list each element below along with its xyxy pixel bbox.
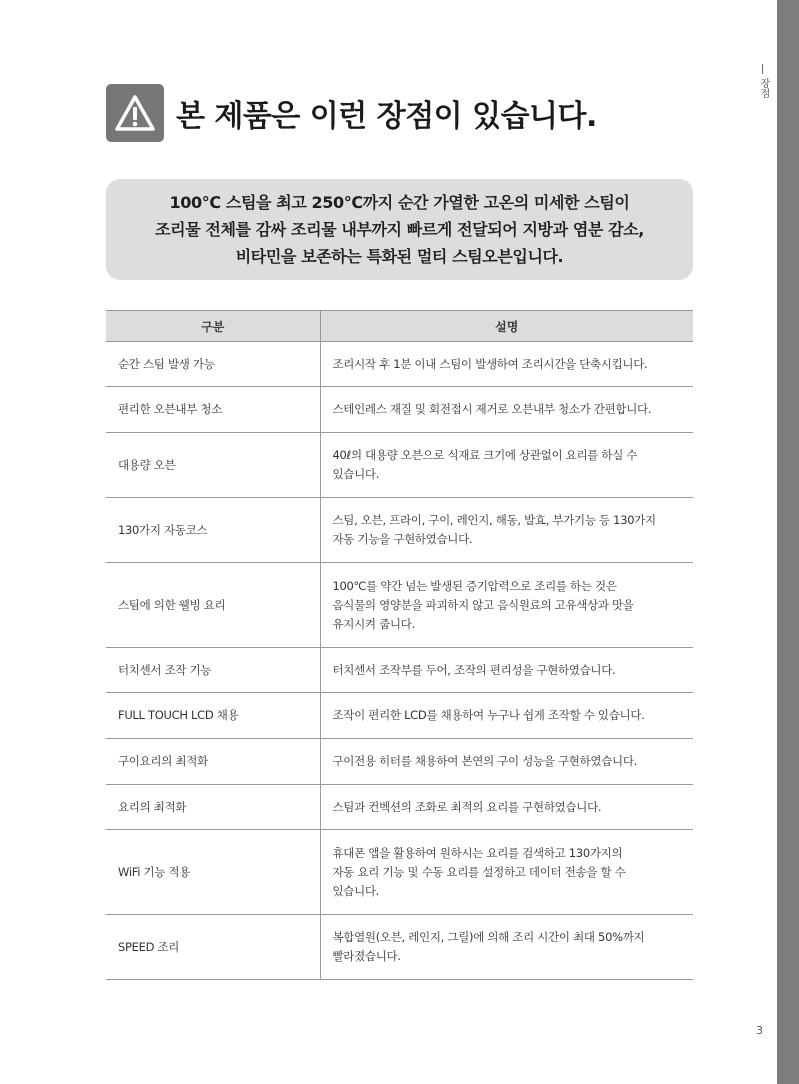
page-number: 3 xyxy=(756,1024,763,1037)
feature-category: 터치센서 조작 기능 xyxy=(106,648,320,693)
feature-category: SPEED 조리 xyxy=(106,915,320,980)
feature-description xyxy=(320,739,693,785)
feature-description xyxy=(320,648,693,693)
description-line: 있습니다. xyxy=(332,883,380,898)
feature-description xyxy=(320,498,693,563)
description-line: 조작이 편리한 LCD를 채용하여 누구나 쉽게 조작할 수 있습니다. xyxy=(332,708,645,722)
page-title: 본 제품은 이런 장점이 있습니다. xyxy=(176,99,597,134)
feature-description xyxy=(320,693,693,739)
feature-category: 130가지 자동코스 xyxy=(106,498,320,563)
description-line: 자동 기능을 구현하였습니다. xyxy=(332,532,473,546)
intro-summary-box xyxy=(106,179,693,280)
feature-category: FULL TOUCH LCD 채용 xyxy=(106,693,320,739)
table-row xyxy=(106,830,693,915)
feature-description xyxy=(320,785,693,830)
table-row xyxy=(106,342,693,387)
chapter-side-tab xyxy=(777,0,799,1084)
feature-description xyxy=(320,387,693,433)
description-line: 스팀, 오븐, 프라이, 구이, 레인지, 해동, 발효, 부가기능 등 130가지 xyxy=(332,513,656,527)
side-divider xyxy=(762,64,763,74)
feature-category: 요리의 최적화 xyxy=(106,785,320,830)
description-line: 터치센서 조작부를 두어, 조작의 편리성을 구현하였습니다. xyxy=(332,662,616,677)
feature-description xyxy=(320,563,693,648)
header-category: 구분 xyxy=(106,311,320,342)
feature-description xyxy=(320,830,693,915)
feature-description xyxy=(320,915,693,980)
description-line: 40ℓ의 대용량 오븐으로 식재료 크기에 상관없이 요리를 하실 수 xyxy=(332,448,638,462)
feature-category: 대용량 오븐 xyxy=(106,433,320,498)
title-row xyxy=(106,83,597,143)
header-description: 설명 xyxy=(320,311,693,342)
features-table xyxy=(106,310,693,980)
table-row xyxy=(106,915,693,980)
description-line: 음식물의 영양분을 파괴하지 않고 음식원료의 고유색상과 맛을 xyxy=(332,597,634,612)
description-line: 복합열원(오븐, 레인지, 그릴)에 의해 조리 시간이 최대 50%까지 xyxy=(332,930,645,944)
feature-description xyxy=(320,433,693,498)
table-row xyxy=(106,433,693,498)
description-line: 구이전용 히터를 채용하여 본연의 구이 성능을 구현하였습니다. xyxy=(332,754,638,768)
table-row xyxy=(106,785,693,830)
table-row xyxy=(106,563,693,648)
warning-triangle-icon xyxy=(106,84,164,142)
description-line: 유지시켜 줍니다. xyxy=(332,616,415,631)
feature-description xyxy=(320,342,693,387)
description-line: 빨라졌습니다. xyxy=(332,949,401,963)
description-line: 100℃를 약간 넘는 발생된 증기압력으로 조리를 하는 것은 xyxy=(332,578,617,593)
table-row xyxy=(106,693,693,739)
feature-category: 구이요리의 최적화 xyxy=(106,739,320,785)
table-row xyxy=(106,498,693,563)
description-line: 휴대폰 앱을 활용하여 원하시는 요리를 검색하고 130가지의 xyxy=(332,845,623,860)
description-line: 자동 요리 기능 및 수동 요리를 설정하고 데이터 전송을 할 수 xyxy=(332,864,626,879)
feature-category: 스팀에 의한 웰빙 요리 xyxy=(106,563,320,648)
description-line: 조리시작 후 1분 이내 스팀이 발생하여 조리시간을 단축시킵니다. xyxy=(332,356,648,371)
intro-line: 조리물 전체를 감싸 조리물 내부까지 빠르게 전달되어 지방과 염분 감소, xyxy=(155,220,644,239)
feature-category: 순간 스팀 발생 가능 xyxy=(106,342,320,387)
description-line: 있습니다. xyxy=(332,467,380,481)
table-row xyxy=(106,739,693,785)
table-header-row xyxy=(106,311,693,342)
chapter-label: 장점 xyxy=(758,78,769,98)
feature-category: WiFi 기능 적용 xyxy=(106,830,320,915)
intro-line: 100℃ 스팀을 최고 250℃까지 순간 가열한 고온의 미세한 스팀이 xyxy=(169,193,630,212)
intro-line: 비타민을 보존하는 특화된 멀티 스팀오븐입니다. xyxy=(235,247,564,266)
feature-category: 편리한 오븐내부 청소 xyxy=(106,387,320,433)
table-row xyxy=(106,387,693,433)
description-line: 스팀과 컨벡션의 조화로 최적의 요리를 구현하였습니다. xyxy=(332,799,602,814)
description-line: 스테인레스 재질 및 회전접시 제거로 오븐내부 청소가 간편합니다. xyxy=(332,402,652,416)
table-row xyxy=(106,648,693,693)
